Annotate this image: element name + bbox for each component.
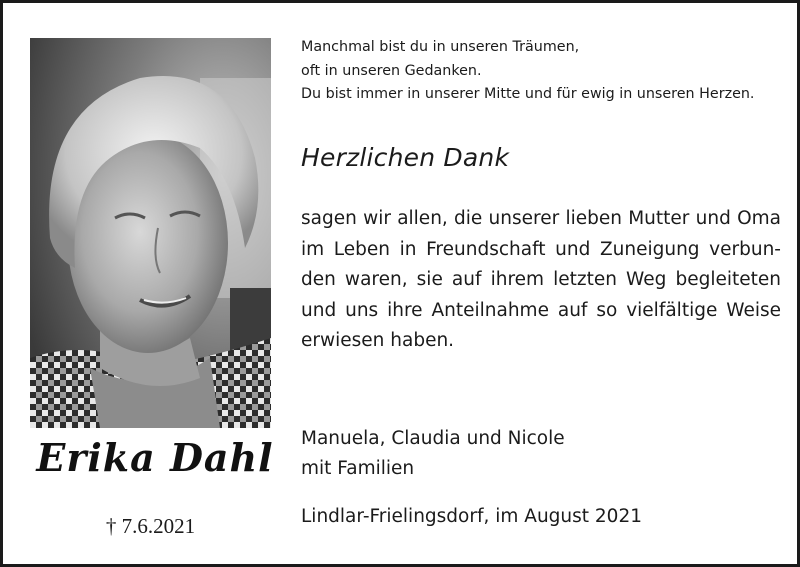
place-date: Lindlar-Frielingsdorf, im August 2021: [301, 506, 642, 527]
verse-line: Manchmal bist du in unseren Träumen,: [301, 39, 580, 55]
verse: [301, 36, 786, 107]
verse-line: Du bist immer in unserer Mitte und für ewig in unseren Herzen.: [301, 86, 755, 102]
portrait-image: [30, 38, 271, 428]
signer-names: Manuela, Claudia und Nicole: [301, 428, 565, 449]
verse-line: oft in unseren Gedanken.: [301, 62, 482, 79]
thanks-text: [301, 204, 781, 357]
thanks-heading: Herzlichen Dank: [301, 143, 510, 172]
deceased-name: Erika Dahl: [36, 435, 274, 480]
portrait-photo: [30, 38, 271, 428]
thanks-line: den waren, sie auf ihrem letzten Weg begleiteten: [301, 269, 781, 290]
thanks-line: sagen wir allen, die unserer lieben Mutter und Oma: [301, 208, 781, 229]
signers: [301, 424, 565, 484]
thanks-line: erwiesen haben.: [301, 330, 455, 351]
thanks-line: im Leben in Freundschaft und Zuneigung verbun-: [301, 238, 781, 260]
death-date: † 7.6.2021: [105, 514, 196, 538]
thanks-line: und uns ihre Anteilnahme auf so vielfältige Weise: [301, 299, 781, 321]
signer-family: mit Familien: [301, 458, 415, 479]
